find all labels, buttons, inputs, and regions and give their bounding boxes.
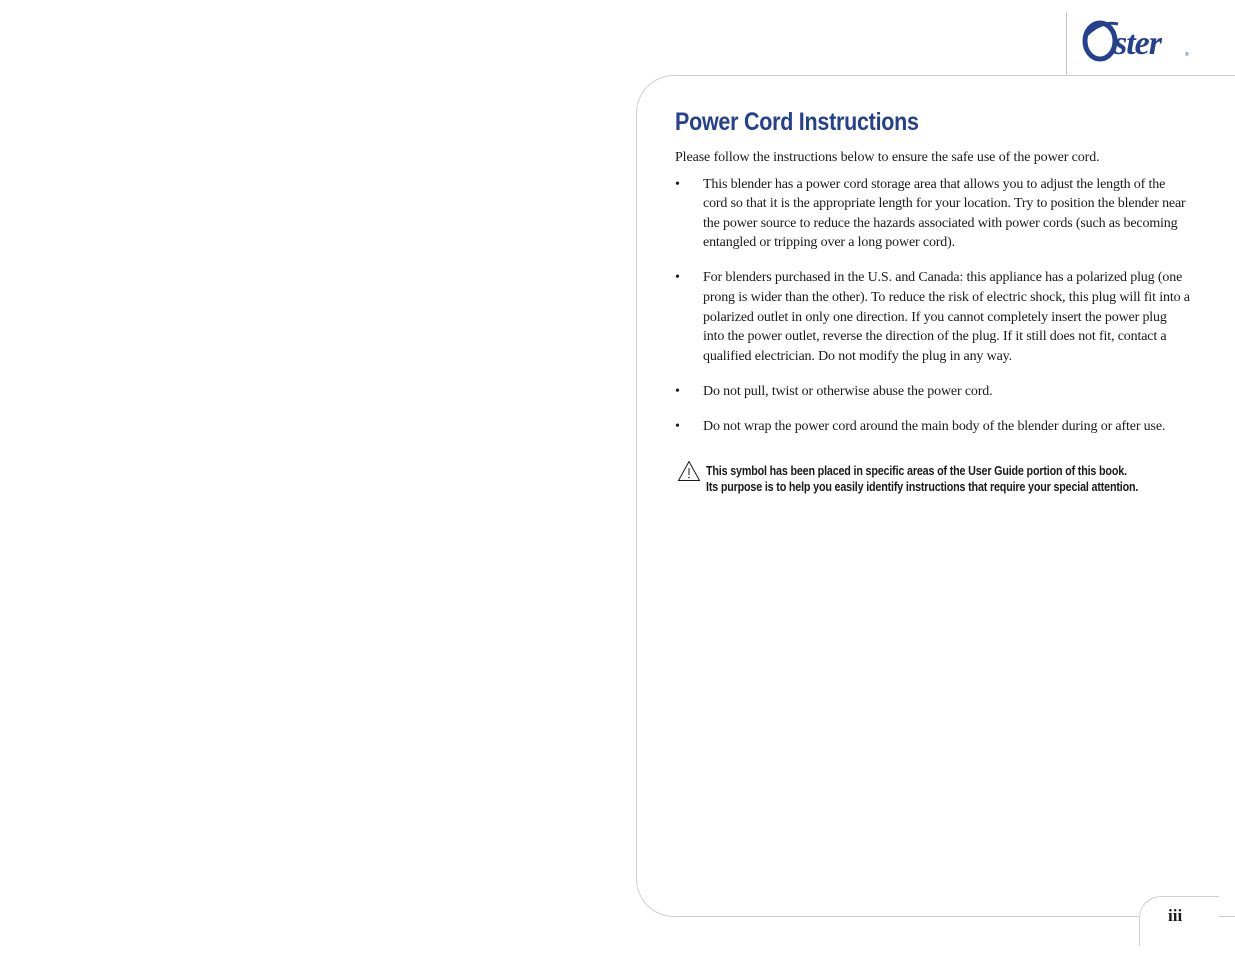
oster-logo [1080,10,1200,66]
bullet-dot: • [675,176,680,192]
warning-triangle-icon [677,459,701,483]
list-item [675,268,1190,366]
svg-text:ster: ster [1114,25,1161,62]
bullet-dot: • [675,418,680,434]
list-item-text: Do not wrap the power cord around the main body of the blender during or after use. [703,418,1166,434]
list-item [675,175,1190,253]
list-item-text: This blender has a power cord storage area that allows you to adjust the length of the cord so that it is the appropriate length for your location. Try to position the blender near the power source to reduce the hazards associated with power cords (such as becoming entangled or tripping over a long power cord). [703,176,1186,251]
instruction-list [675,175,1190,437]
bullet-dot: • [675,270,680,286]
note-line-2: Its purpose is to help you easily identify instructions that require your special attention. [706,479,1139,494]
section-title: Power Cord Instructions [675,108,919,136]
attention-note [675,463,1190,495]
list-item-text: For blenders purchased in the U.S. and Canada: this appliance has a polarized plug (one prong is wider than the other). To reduce the risk of electric shock, this plug will fit into a polarized outlet in only one direction. If you cannot completely insert the power plug into the power outlet, reverse the direction of the plug. If it still does not fit, contact a qualified electrician. Do not modify the plug in any way. [703,270,1190,364]
page-number: iii [1168,906,1183,925]
note-line-1: This symbol has been placed in specific areas of the User Guide portion of this book. [706,463,1127,478]
list-item [675,382,1190,402]
logo-divider [1066,12,1067,76]
intro-text: Please follow the instructions below to ensure the safe use of the power cord. [675,150,1100,165]
svg-text:®: ® [1185,52,1189,58]
power-cord-section [675,104,1190,495]
bullet-dot: • [675,383,680,399]
list-item-text: Do not pull, twist or otherwise abuse the power cord. [703,383,993,399]
list-item [675,417,1190,437]
